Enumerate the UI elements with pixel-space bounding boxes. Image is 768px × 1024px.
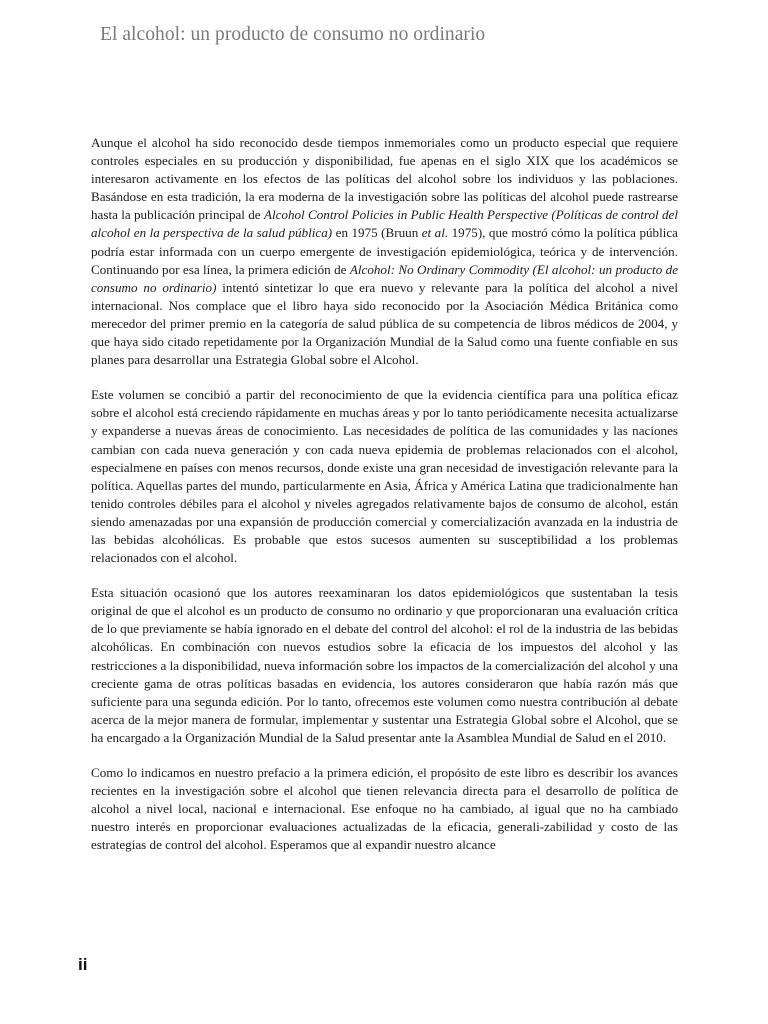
italic-text-run: et al. [421, 225, 449, 241]
text-run: Aunque el alcohol ha sido reconocido desde tiempos inmemoriales como un producto especial que requiere controles especiales en su producción y disponibilidad, fue apenas en el siglo XIX que los académicos se interesaron activamente en los efectos de las políticas del alcohol sobre los individuos y las poblaciones. Basándose en esta tradición, la era moderna de la investigación sobre las políticas del alcohol puede rastrearse hasta la publicación principal de [91, 135, 678, 223]
text-run: Esta situación ocasionó que los autores reexaminaran los datos epidemiológicos que sustentaban la tesis original de que el alcohol es un producto de consumo no ordinario y que proporcionaran una evaluación crítica de lo que previamente se había ignorado en el debate del control del alcohol: el rol de la industria de las bebidas alcohólicas. En combinación con nuevos estudios sobre la eficacia de los impuestos del alcohol y las restricciones a la disponibilidad, nueva información sobre los impactos de la comercialización del alcohol y una creciente gama de otras políticas basadas en evidencia, los autores consideraron que había razón más que suficiente para una segunda edición. Por lo tanto, ofrecemos este volumen como nuestra contribución al debate acerca de la mejor manera de formular, implementar y sustentar una Estrategia Global sobre el Alcohol, que se ha encargado a la Organización Mundial de la Salud presentar ante la Asamblea Mundial de Salud en el 2010. [91, 585, 678, 745]
running-header-title: El alcohol: un producto de consumo no ordinario [100, 24, 486, 45]
page-number: ii [78, 955, 88, 974]
paragraph [91, 134, 678, 369]
text-run: en 1975 (Bruun [332, 225, 422, 241]
paragraph [91, 764, 678, 854]
italic-text-run: Alcohol Control Policies in Public Health Perspective (Políticas de control del alcohol en la perspectiva de la salud pública) [91, 207, 679, 241]
text-run: 1975), que mostró cómo la política pública podría estar informada con un cuerpo emergente de investigación epidemiológica, teórica y de intervención. Continuando por esa línea, la primera edición de [91, 225, 678, 277]
text-run: Como lo indicamos en nuestro prefacio a la primera edición, el propósito de este libro es describir los avances recientes en la investigación sobre el alcohol que tienen relevancia directa para el desarrollo de política de alcohol a nivel local, nacional e internacional. Ese enfoque no ha cambiado, al igual que no ha cambiado nuestro interés en proporcionar evaluaciones actualizadas de la eficacia, generali-zabilidad y costo de las estrategias de control del alcohol. Esperamos que al expandir nuestro alcance [91, 765, 678, 853]
paragraph [91, 386, 678, 567]
text-run: Este volumen se concibió a partir del reconocimiento de que la evidencia científica para una política eficaz sobre el alcohol está creciendo rápidamente en muchas áreas y por lo tanto periódicamente necesita actualizarse y expanderse a nuevas áreas de conocimiento. Las necesidades de política de las comunidades y las naciones cambian con cada nueva generación y con cada nueva epidemia de problemas relacionados con el alcohol, especialmene en países con menos recursos, donde existe una gran necesidad de investigación relevante para la política. Aquellas partes del mundo, particularmente en Asia, África y América Latina que tradicionalmente han tenido controles débiles para el alcohol y niveles agregados relativamente bajos de consumo de alcohol, están siendo amenazadas por una expansión de producción comercial y comercialización avanzada en la industria de las bebidas alcohólicas. Es probable que estos sucesos aumenten su susceptibilidad a los problemas relacionados con el alcohol. [91, 387, 678, 566]
paragraph [91, 584, 678, 747]
body-text [91, 134, 678, 871]
italic-text-run: Alcohol: No Ordinary Commodity (El alcohol: un producto de consumo no ordinario) [91, 261, 679, 295]
text-run: intentó sintetizar lo que era nuevo y relevante para la política del alcohol a nivel internacional. Nos complace que el libro haya sido reconocido por la Asociación Médica Británica como merecedor del primer premio en la categoría de salud pública de su competencia de libros médicos de 2004, y que haya sido citado repetidamente por la Organización Mundial de la Salud como una fuente confiable en sus planes para desarrollar una Estrategia Global sobre el Alcohol. [91, 279, 678, 368]
